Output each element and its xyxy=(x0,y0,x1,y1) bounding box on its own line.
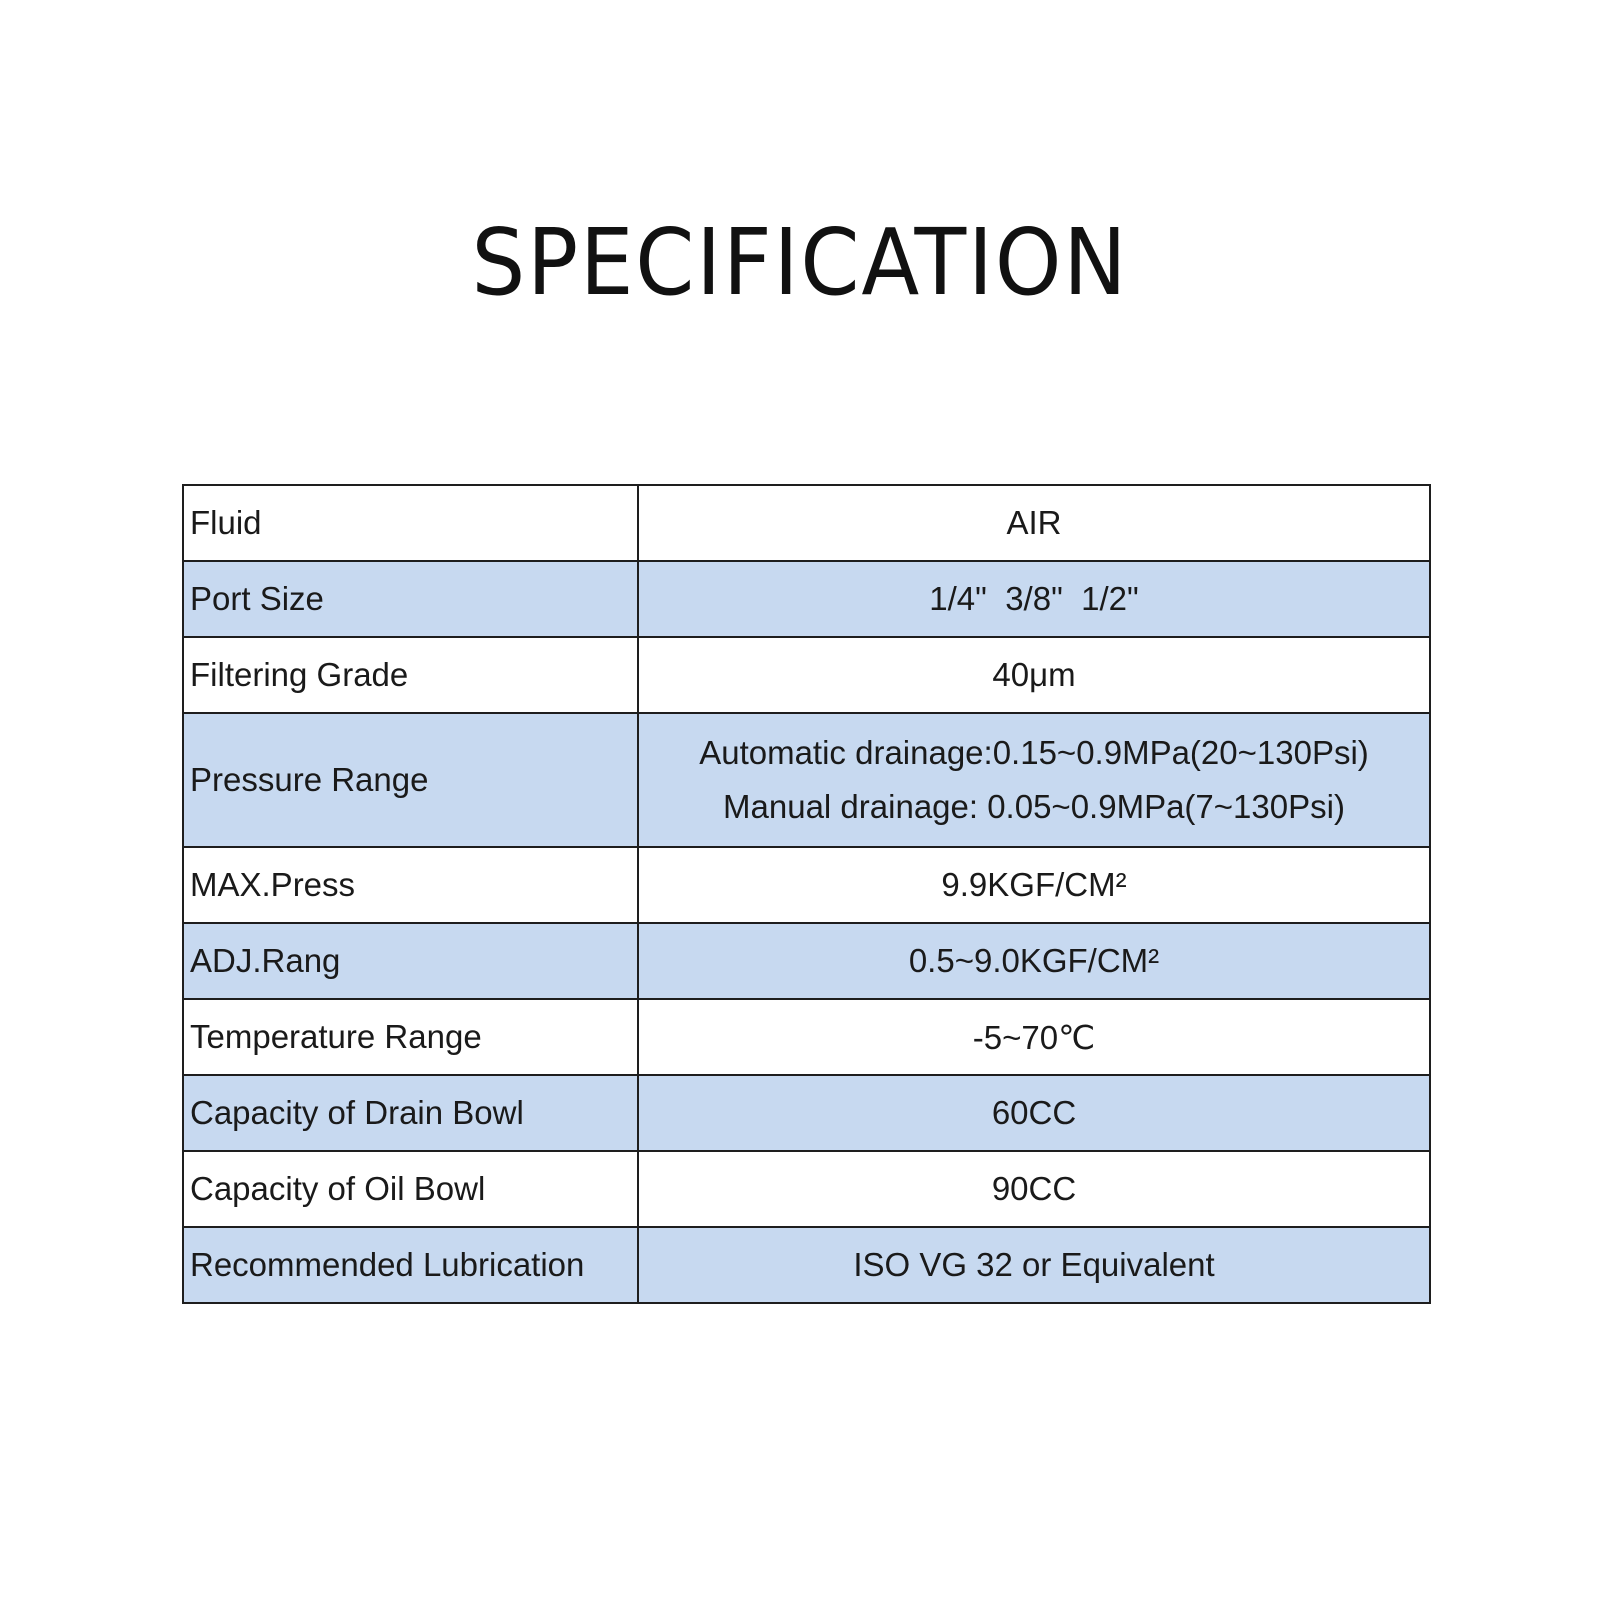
row-value: 9.9KGF/CM² xyxy=(638,847,1430,923)
row-label: Temperature Range xyxy=(183,999,638,1075)
row-value xyxy=(638,713,1430,847)
row-value: -5~70℃ xyxy=(638,999,1430,1075)
row-value: AIR xyxy=(638,485,1430,561)
row-value: 90CC xyxy=(638,1151,1430,1227)
row-label: Port Size xyxy=(183,561,638,637)
specification-table xyxy=(182,484,1431,1304)
row-value: 40μm xyxy=(638,637,1430,713)
table-row-recommended-lubrication xyxy=(183,1227,1430,1303)
row-value: ISO VG 32 or Equivalent xyxy=(638,1227,1430,1303)
page-title: SPECIFICATION xyxy=(471,209,1129,316)
row-value: 60CC xyxy=(638,1075,1430,1151)
row-value: 0.5~9.0KGF/CM² xyxy=(638,923,1430,999)
row-label: Recommended Lubrication xyxy=(183,1227,638,1303)
pressure-automatic-drainage: Automatic drainage:0.15~0.9MPa(20~130Psi) xyxy=(699,734,1369,771)
row-label: MAX.Press xyxy=(183,847,638,923)
table-row-filtering-grade xyxy=(183,637,1430,713)
table-row-oil-bowl-capacity xyxy=(183,1151,1430,1227)
pressure-manual-drainage: Manual drainage: 0.05~0.9MPa(7~130Psi) xyxy=(723,788,1345,825)
row-label: Capacity of Drain Bowl xyxy=(183,1075,638,1151)
table-row-max-press xyxy=(183,847,1430,923)
table-row-fluid xyxy=(183,485,1430,561)
table-row-temperature-range xyxy=(183,999,1430,1075)
row-label: Filtering Grade xyxy=(183,637,638,713)
row-value: 1/4" 3/8" 1/2" xyxy=(638,561,1430,637)
row-label: Capacity of Oil Bowl xyxy=(183,1151,638,1227)
row-label: Pressure Range xyxy=(183,713,638,847)
table-row-adj-rang xyxy=(183,923,1430,999)
row-label: ADJ.Rang xyxy=(183,923,638,999)
table-row-drain-bowl-capacity xyxy=(183,1075,1430,1151)
table-row-port-size xyxy=(183,561,1430,637)
table-row-pressure-range xyxy=(183,713,1430,847)
row-label: Fluid xyxy=(183,485,638,561)
